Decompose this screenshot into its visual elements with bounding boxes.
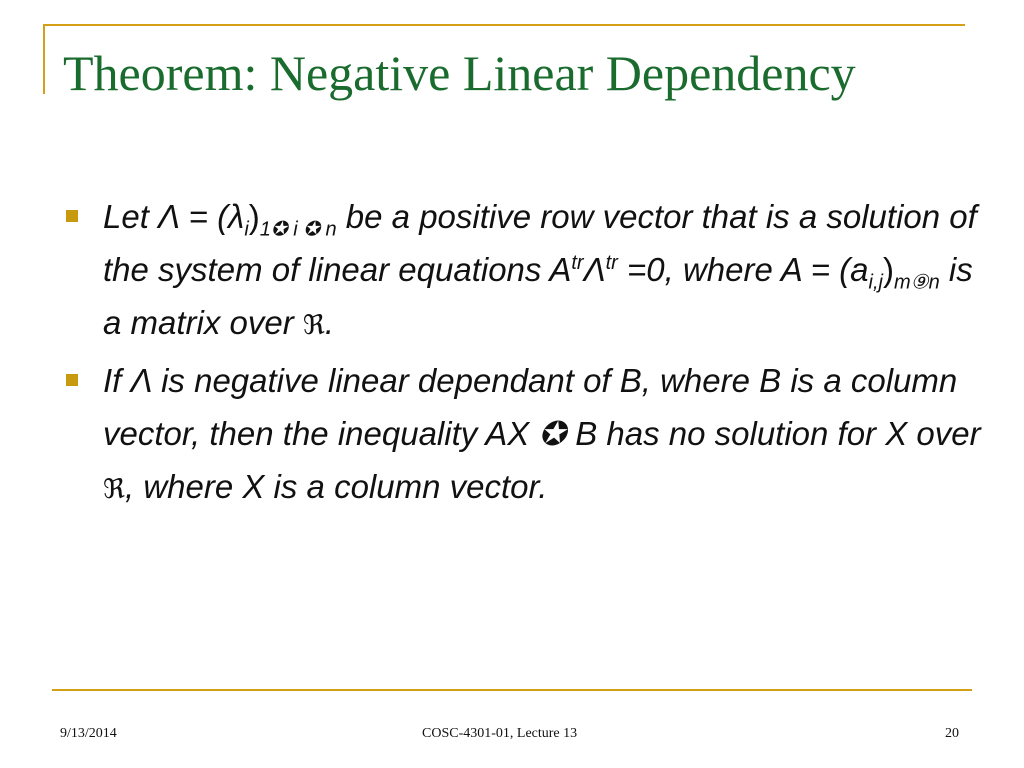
- bullet-2-text-1: If Λ is negative linear dependant of B, where B is a column vector, then the inequality AX ✪ B has no solution for X over: [103, 362, 981, 452]
- bullet-1-sup-tr-2: tr: [605, 252, 618, 274]
- bullet-1-let: Let Λ = (λ: [103, 198, 245, 235]
- footer-page-number: 20: [945, 726, 959, 741]
- bullet-1-text-2: =0, where A = (a: [617, 251, 869, 288]
- bullet-1-sub-i: i: [244, 218, 249, 241]
- bullet-1-text-3: is a matrix over: [103, 251, 973, 341]
- slide-content: [66, 190, 991, 518]
- footer-course: COSC-4301-01, Lecture 13: [422, 726, 578, 741]
- bullet-1-sub-dims: m⑨n: [893, 271, 940, 294]
- bullet-2-text-2: , where X is a column vector.: [124, 468, 548, 505]
- bullet-1-sub-range: 1✪ i ✪ n: [259, 218, 337, 241]
- bullet-1-sup-tr-1: tr: [571, 252, 584, 274]
- slide-title: Theorem: Negative Linear Dependency: [63, 45, 856, 101]
- footer-date: 9/13/2014: [60, 726, 117, 741]
- top-border-line: [43, 24, 965, 26]
- left-border-line: [43, 24, 45, 94]
- bullet-1-close-paren: ): [248, 198, 260, 235]
- footer-divider-line: [52, 689, 972, 691]
- bullet-2-reals-symbol: ℜ: [103, 474, 125, 505]
- square-bullet-icon: [66, 210, 78, 222]
- bullet-1-close-paren-2: ): [882, 251, 894, 288]
- bullet-1-reals-symbol: ℜ: [302, 310, 325, 341]
- bullet-item-2: [66, 354, 991, 516]
- bullet-1-text-1: be a positive row vector that is a solution of the system of linear equations A: [103, 198, 977, 288]
- square-bullet-icon: [66, 374, 78, 386]
- bullet-1-lambda: Λ: [583, 251, 606, 288]
- bullet-1-period: .: [324, 304, 335, 341]
- bullet-1-sub-ij: i,j: [868, 271, 883, 294]
- bullet-item-1: [66, 190, 991, 352]
